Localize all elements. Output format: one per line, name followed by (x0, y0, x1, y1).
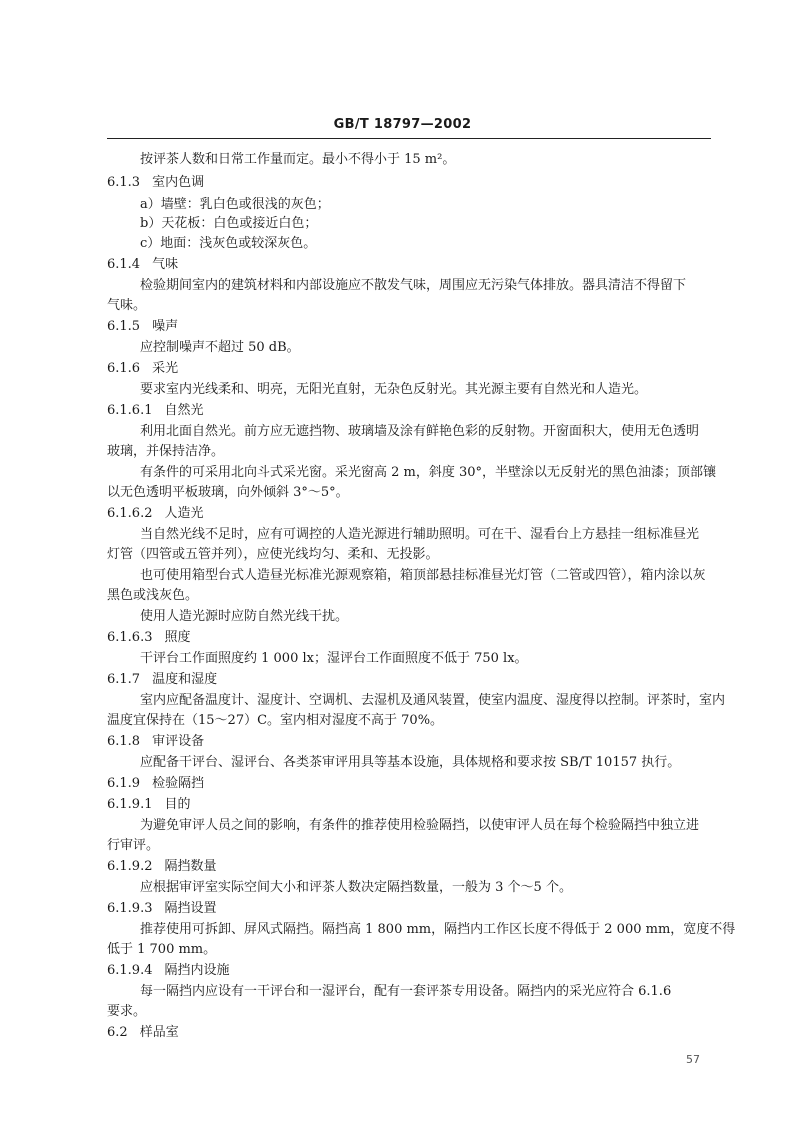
section-title: 隔挡数量 (164, 859, 217, 874)
section-heading-6-1-9-2 (107, 858, 217, 875)
section-title: 样品室 (139, 1025, 179, 1040)
section-number: 6.1.6.3 (107, 630, 153, 645)
body-line: 灯管（四管或五管并列），应使光线均匀、柔和、无投影。 (107, 547, 439, 562)
section-number: 6.1.8 (107, 734, 141, 749)
section-heading-6-1-6 (107, 360, 178, 377)
section-number: 6.1.9 (107, 776, 141, 791)
section-number: 6.1.9.1 (107, 797, 153, 812)
section-number: 6.1.9.3 (107, 901, 153, 916)
body-line: 室内应配备温度计、湿度计、空调机、去湿机及通风装置，使室内温度、湿度得以控制。评茶时，室内 (140, 693, 726, 708)
section-heading-6-1-8 (107, 733, 204, 750)
section-number: 6.1.9.2 (107, 859, 153, 874)
body-line: 以无色透明平板玻璃，向外倾斜 3°～5°。 (107, 485, 349, 500)
section-title: 审评设备 (152, 734, 205, 749)
section-number: 6.1.5 (107, 319, 141, 334)
body-line: 按评茶人数和日常工作量而定。最小不得小于 15 m²。 (140, 152, 456, 167)
header-rule (107, 138, 711, 139)
list-item-ceiling: b）天花板：白色或接近白色； (140, 216, 318, 231)
section-heading-6-1-4 (107, 256, 178, 273)
body-line: 为避免审评人员之间的影响，有条件的推荐使用检验隔挡，以使审评人员在每个检验隔挡中独立进 (140, 818, 700, 833)
body-line: 每一隔挡内应设有一干评台和一湿评台，配有一套评茶专用设备。隔挡内的采光应符合 6.1.6 (140, 984, 672, 999)
section-heading-6-1-6-1 (107, 402, 204, 419)
body-line: 黑色或浅灰色。 (107, 588, 199, 603)
section-heading-6-1-9-3 (107, 900, 217, 917)
section-title: 室内色调 (152, 175, 205, 190)
body-line: 干评台工作面照度约 1 000 lx；湿评台工作面照度不低于 750 lx。 (140, 651, 528, 666)
section-number: 6.1.6 (107, 361, 141, 376)
body-line: 应配备干评台、湿评台、各类茶审评用具等基本设施，具体规格和要求按 SB/T 10157 执行。 (140, 755, 681, 770)
body-line: 利用北面自然光。前方应无遮挡物、玻璃墙及涂有鲜艳色彩的反射物。开窗面积大，使用无色透明 (140, 424, 700, 439)
section-heading-6-1-9 (107, 775, 204, 792)
section-heading-6-1-9-1 (107, 796, 191, 813)
section-heading-6-1-9-4 (107, 962, 230, 979)
section-number: 6.1.3 (107, 175, 141, 190)
body-line: 推荐使用可拆卸、屏风式隔挡。隔挡高 1 800 mm，隔挡内工作区长度不得低于 2 000 mm，宽度不得 (140, 922, 736, 937)
section-number: 6.1.9.4 (107, 963, 153, 978)
section-title: 隔挡设置 (164, 901, 217, 916)
body-line: 低于 1 700 mm。 (107, 942, 217, 957)
body-line: 使用人造光源时应防自然光线干扰。 (140, 609, 349, 624)
body-line: 应根据审评室实际空间大小和评茶人数决定隔挡数量，一般为 3 个～5 个。 (140, 880, 572, 895)
body-line: 也可使用箱型台式人造昼光标准光源观察箱，箱顶部悬挂标准昼光灯管（二管或四管），箱内涂以灰 (140, 568, 706, 583)
body-line: 应控制噪声不超过 50 dB。 (140, 340, 300, 355)
body-line: 当自然光线不足时，应有可调控的人造光源进行辅助照明。可在干、湿看台上方悬挂一组标准昼光 (140, 527, 700, 542)
section-title: 目的 (164, 797, 191, 812)
section-number: 6.1.6.2 (107, 506, 153, 521)
body-line: 气味。 (107, 298, 147, 313)
section-title: 噪声 (152, 319, 179, 334)
section-heading-6-1-5 (107, 318, 178, 335)
body-line: 有条件的可采用北向斗式采光窗。采光窗高 2 m，斜度 30°，半壁涂以无反射光的黑色油漆；顶部镶 (140, 465, 717, 480)
section-number: 6.1.6.1 (107, 403, 153, 418)
section-heading-6-1-6-2 (107, 505, 204, 522)
section-heading-6-2 (107, 1024, 179, 1041)
body-line: 检验期间室内的建筑材料和内部设施应不散发气味，周围应无污染气体排放。器具清洁不得留下 (140, 278, 687, 293)
section-title: 温度和湿度 (152, 672, 218, 687)
body-line: 要求室内光线柔和、明亮，无阳光直射，无杂色反射光。其光源主要有自然光和人造光。 (140, 382, 648, 397)
standard-code-header: GB/T 18797—2002 (333, 117, 472, 132)
body-line: 行审评。 (107, 838, 160, 853)
page-number: 57 (686, 1053, 700, 1066)
section-title: 自然光 (164, 403, 204, 418)
section-title: 气味 (152, 257, 179, 272)
section-number: 6.1.4 (107, 257, 141, 272)
section-number: 6.2 (107, 1025, 128, 1040)
section-heading-6-1-3 (107, 174, 204, 191)
list-item-walls: a）墙壁：乳白色或很浅的灰色； (140, 197, 330, 212)
body-line: 玻璃，并保持洁净。 (107, 444, 225, 459)
body-line: 要求。 (107, 1004, 147, 1019)
section-title: 照度 (164, 630, 191, 645)
section-title: 人造光 (164, 506, 204, 521)
section-heading-6-1-7 (107, 671, 217, 688)
body-line: 温度宜保持在（15～27）C。室内相对湿度不高于 70%。 (107, 713, 444, 728)
section-heading-6-1-6-3 (107, 629, 191, 646)
section-title: 检验隔挡 (152, 776, 205, 791)
section-number: 6.1.7 (107, 672, 141, 687)
section-title: 隔挡内设施 (164, 963, 230, 978)
list-item-floor: c）地面：浅灰色或较深灰色。 (140, 236, 317, 251)
section-title: 采光 (152, 361, 179, 376)
